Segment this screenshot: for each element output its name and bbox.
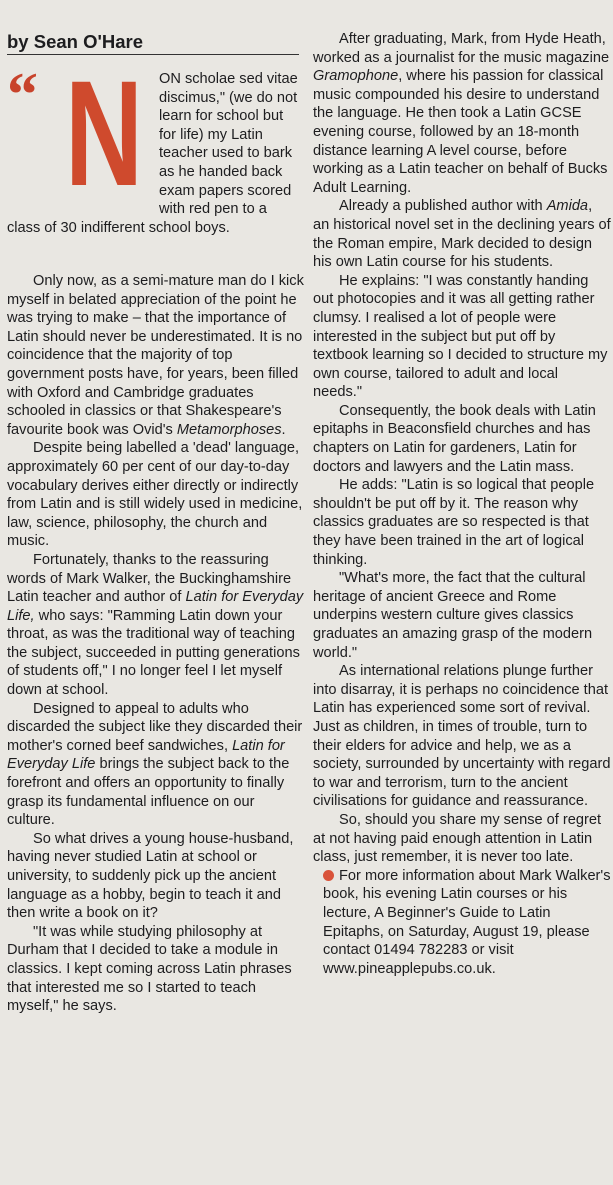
paragraph: He explains: "I was constantly handing out photocopies and it was all getting rather clumsy. I realised a lot of people were interested in the subject but put off by textbook learning so I decided to structure my own course, tailored to adult and local needs." — [313, 272, 608, 401]
paragraph: Fortunately, thanks to the reassuring words of Mark Walker, the Buckinghamshire Latin teacher and author of Latin for Everyday Life, who says: "Ramming Latin down your throat, as was the traditional way of teaching the subject, succeeded in putting generations of students off," I no longer feel I let myself down at school. — [7, 551, 304, 699]
paragraph: "What's more, the fact that the cultural heritage of ancient Greece and Rome underpins western culture gives classics graduates an amazing grasp of the modern world." — [313, 570, 593, 661]
info-paragraph: For more information about Mark Walker's book, his evening Latin courses or his lecture, A Beginner's Guide to Latin Epitaphs, on Saturday, August 19, please contact 01494 782283 or visit www.pineapplepubs.co.uk. — [323, 867, 611, 977]
paragraph: As international relations plunge further into disarray, it is perhaps no coincidence that Latin has experienced some sort of revival. Just as children, in times of trouble, turn to their elders for advice and help, we as a society, surrounded by uncertainty with regard to war and terrorism, turn to the ancient civilisations for guidance and reassurance. — [313, 663, 611, 810]
paragraph: Only now, as a semi-mature man do I kick myself in belated appreciation of the point he was trying to make – that the importance of Latin should never be underestimated. It is no coincidence that the majority of top government posts have, for years, been filled with Oxford and Cambridge graduates schooled in classics or that Shakespeare's favourite book was Ovid's Metamorphoses. — [7, 273, 304, 438]
quote-mark-icon: “ — [7, 61, 38, 129]
paragraph-intro: ON scholae sed vitae discimus," (we do not learn for school but for life) my Latin teacher used to bark as he handed back exam papers scored with red pen to a class of 30 indifferent school boys. — [7, 71, 298, 236]
paragraph: Despite being labelled a 'dead' language, approximately 60 per cent of our day-to-day vocabulary derives either directly or indirectly from Latin and is still widely used in medicine, law, science, philosophy, the church and music. — [7, 440, 303, 550]
paragraph: So, should you share my sense of regret at not having paid enough attention in Latin class, just remember, it is never too late. — [313, 811, 602, 866]
paragraph: Consequently, the book deals with Latin epitaphs in Beaconsfield churches and has chapters on Latin for gardeners, Latin for doctors and lawyers and the Latin mass. — [313, 402, 596, 475]
right-column — [313, 30, 611, 978]
paragraph: So what drives a young house-husband, having never studied Latin at school or university, to suddenly pick up the ancient language as a hobby, begin to teach it and then write a book on it? — [7, 830, 294, 922]
byline: by Sean O'Hare — [7, 31, 299, 55]
opening-paragraph — [7, 49, 304, 237]
paragraph: He adds: "Latin is so logical that people shouldn't be put off by it. The reason why classics graduates are so respected is that they have been trained in the art of logical thinking. — [313, 477, 595, 568]
paragraph: Already a published author with Amida, an historical novel set in the declining years of the Roman empire, Mark decided to design his own Latin course for his students. — [313, 198, 611, 271]
bullet-icon — [323, 870, 334, 881]
paragraph: Designed to appeal to adults who discarded the subject like they discarded their mother's corned beef sandwiches, Latin for Everyday Life brings the subject back to the forefront and offers an opportunity to finally grasp its fundamental influence on our culture. — [7, 700, 303, 829]
left-column-body — [7, 272, 304, 1016]
drop-cap-letter: N — [65, 49, 141, 217]
paragraph: After graduating, Mark, from Hyde Heath, worked as a journalist for the music magazine Gramophone, where his passion for classical music compounded his desire to understand the language. He then took a Latin GCSE evening course, followed by an 18-month distance learning A level course, before working as a Latin teacher on behalf of Bucks Adult Learning. — [313, 31, 610, 196]
paragraph: "It was while studying philosophy at Durham that I decided to take a module in classics. I kept coming across Latin phrases that interested me so I started to teach myself," he says. — [7, 923, 292, 1015]
